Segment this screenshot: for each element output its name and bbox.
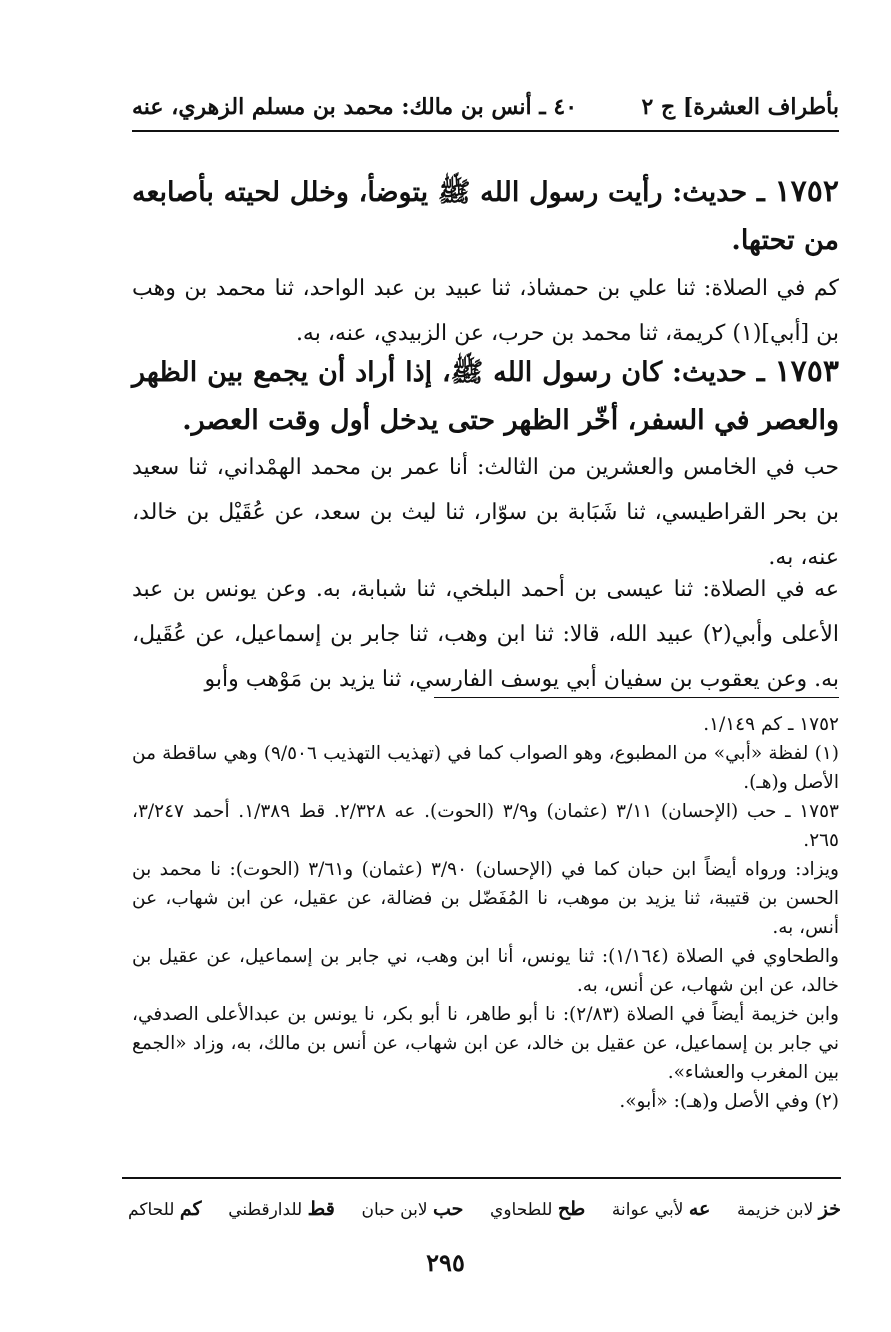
footnote-rule: [434, 697, 839, 698]
running-header: [132, 86, 839, 120]
header-chapter: ٤٠ ـ أنس بن مالك: محمد بن مسلم الزهري، عنه: [132, 94, 578, 120]
legend-item: حب لابن حبان: [361, 1198, 464, 1220]
hadith-number: ١٧٥٢: [774, 174, 839, 209]
footnote-1752: ١٧٥٢ ـ كم ١/١٤٩.: [703, 714, 839, 735]
paragraph-hb: حب في الخامس والعشرين من الثالث: أنا عمر بن محمد الهمْداني، ثنا سعيد بن بحر القراطيسي، ثنا شَبَابة بن سوّار، ثنا ليث بن سعد، عن عُقَيْل بن خالد، عنه، به.: [132, 455, 839, 570]
legend-item: قط للدارقطني: [228, 1198, 335, 1220]
legend-item: عه لأبي عوانة: [611, 1198, 711, 1220]
footnote-1: (١) لفظة «أبي» من المطبوع، وهو الصواب كما في (تهذيب التهذيب ٩/٥٠٦) وهي ساقطة من الأصل و(هـ).: [132, 743, 839, 793]
paragraph-kam: كم في الصلاة: ثنا علي بن حمشاذ، ثنا عبيد بن عبد الواحد، ثنا محمد بن وهب بن [أبي](١) كريمة، ثنا محمد بن حرب، عن الزبيدي، عنه، به.: [132, 276, 839, 346]
legend-item: طح للطحاوي: [490, 1198, 586, 1220]
footnote-2: (٢) وفي الأصل و(هـ): «أبو».: [619, 1091, 839, 1112]
footnote-1753: ١٧٥٣ ـ حب (الإحسان) ٣/١١ (عثمان) و٣/٩ (الحوت). عه ٢/٣٢٨. قط ١/٣٨٩. أحمد ٣/٢٤٧، ٢٦٥.: [132, 801, 839, 851]
hadith-text: ـ حديث: كان رسول الله ﷺ، إذا أراد أن يجمع بين الظهر والعصر في السفر، أخّر الظهر حتى يدخل أول وقت العصر.: [132, 357, 839, 436]
paragraph-ah: عه في الصلاة: ثنا عيسى بن أحمد البلخي، ثنا شبابة، به. وعن يونس بن عبد الأعلى وأبي(٢) عبيد الله، قالا: ثنا ابن وهب، ثنا جابر بن إسماعيل، عن عُقَيل، به. وعن يعقوب بن سفيان أبي يوسف الفارسي، ثنا يزيد بن مَوْهب وأبو: [132, 577, 839, 692]
hadith-1752: [132, 168, 839, 265]
header-rule: [132, 130, 839, 132]
legend-item: خز لابن خزيمة: [737, 1198, 841, 1220]
hadith-text: ـ حديث: رأيت رسول الله ﷺ يتوضأ، وخلل لحيته بأصابعه من تحتها.: [132, 177, 839, 256]
legend-rule: [122, 1177, 841, 1179]
footnote-khuzaymah: وابن خزيمة أيضاً في الصلاة (٢/٨٣): نا أبو طاهر، نا أبو بكر، نا يونس بن عبدالأعلى الصدفي، ني جابر بن إسماعيل، عن عقيل بن خالد، عن ابن شهاب، عن أنس بن مالك، به، وزاد «الجمع بين المغرب والعشاء».: [132, 1004, 839, 1083]
page-number: ٢٩٥: [426, 1248, 465, 1277]
footnotes: [132, 710, 839, 1116]
hadith-number: ١٧٥٣: [774, 354, 839, 389]
legend-item: كم للحاكم: [128, 1198, 202, 1220]
footnote-tahawi: والطحاوي في الصلاة (١/١٦٤): ثنا يونس، أنا ابن وهب، ني جابر بن إسماعيل، عن عقيل بن خالد، عن ابن شهاب، عن أنس، به.: [132, 946, 839, 996]
abbreviation-legend: [128, 1193, 841, 1225]
footnote-addition: ويزاد: ورواه أيضاً ابن حبان كما في (الإحسان) ٣/٩٠ (عثمان) و٣/٦١ (الحوت): نا محمد بن الحسن بن قتيبة، ثنا يزيد بن موهب، نا المُفَضّل بن فضالة، عن عقيل، عن ابن شهاب، عن أنس، به.: [132, 859, 839, 938]
header-volume: بأطراف العشرة] ج ٢: [641, 94, 839, 120]
hadith-1753: [132, 348, 839, 445]
